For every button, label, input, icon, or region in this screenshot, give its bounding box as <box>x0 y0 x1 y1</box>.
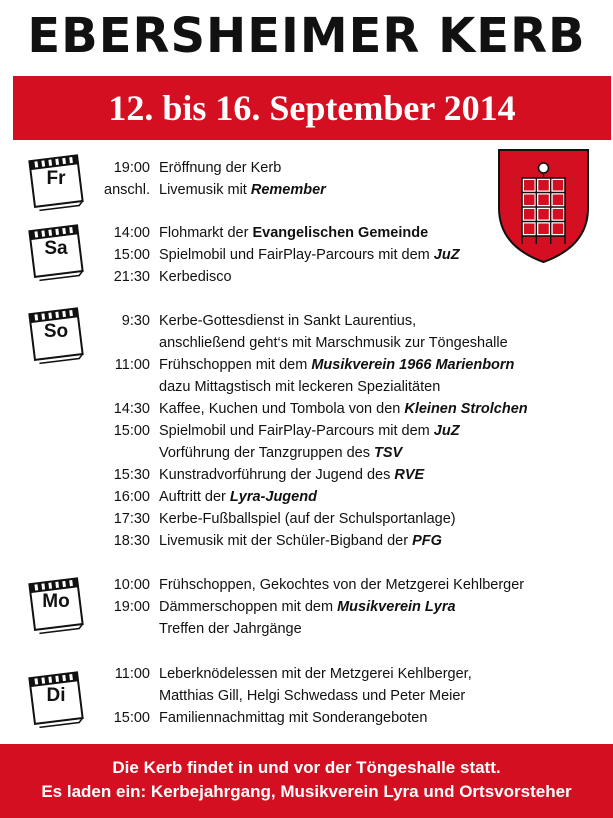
event-description: Familiennachmittag mit Sonderangeboten <box>159 710 428 726</box>
day-label: Di <box>46 685 66 706</box>
event-time: 17:30 <box>113 511 150 527</box>
event-time: 19:00 <box>113 160 150 176</box>
event-time: 14:00 <box>113 225 150 241</box>
event-time: 10:00 <box>113 577 150 593</box>
day-label: Sa <box>44 238 68 259</box>
footer-banner <box>0 744 613 818</box>
event-time: 11:00 <box>114 666 150 682</box>
event-description: Kerbe-Gottesdienst in Sankt Laurentius, <box>159 313 417 329</box>
event-time: 19:00 <box>113 599 150 615</box>
event-time: 15:30 <box>113 467 150 483</box>
event-description: Kerbedisco <box>159 269 232 285</box>
event-time: 15:00 <box>113 423 150 439</box>
event-description: Kunstradvorführung der Jugend des RVE <box>159 467 425 483</box>
event-description: Eröffnung der Kerb <box>159 160 282 176</box>
event-description: Frühschoppen mit dem Musikverein 1966 Marienborn <box>159 357 515 373</box>
event-description: Auftritt der Lyra-Jugend <box>159 489 317 505</box>
event-description: Spielmobil und FairPlay-Parcours mit dem JuZ <box>159 423 460 439</box>
event-description: Vorführung der Tanzgruppen des TSV <box>159 445 403 461</box>
day-label: Fr <box>46 168 66 189</box>
event-description: Livemusik mit der Schüler-Bigband der PFG <box>159 533 442 549</box>
event-time: 21:30 <box>113 269 150 285</box>
event-time: 11:00 <box>114 357 150 373</box>
event-description: Kerbe-Fußballspiel (auf der Schulsportanlage) <box>159 511 456 527</box>
event-time: 18:30 <box>113 533 150 549</box>
event-description: Treffen der Jahrgänge <box>159 621 302 637</box>
page-title: EBERSHEIMER KERB <box>27 8 586 64</box>
day-label: Mo <box>42 591 70 612</box>
footer-line-1: Die Kerb findet in und vor der Töngeshalle statt. <box>112 758 501 777</box>
event-time: anschl. <box>104 182 150 198</box>
event-description: Leberknödelessen mit der Metzgerei Kehlberger, <box>159 666 472 682</box>
footer-line-2: Es laden ein: Kerbejahrgang, Musikverein Lyra und Ortsvorsteher <box>41 782 572 801</box>
event-description: Kaffee, Kuchen und Tombola von den Kleinen Strolchen <box>159 401 528 417</box>
date-banner: 12. bis 16. September 2014 <box>13 76 611 140</box>
event-time: 9:30 <box>121 313 150 329</box>
event-description: Livemusik mit Remember <box>159 182 326 198</box>
event-description: Flohmarkt der Evangelischen Gemeinde <box>159 225 429 241</box>
event-time: 15:00 <box>113 247 150 263</box>
event-description: Spielmobil und FairPlay-Parcours mit dem JuZ <box>159 247 460 263</box>
event-description: dazu Mittagstisch mit leckeren Spezialitäten <box>159 379 441 395</box>
event-description: anschließend geht‘s mit Marschmusik zur Töngeshalle <box>159 335 508 351</box>
event-description: Frühschoppen, Gekochtes von der Metzgerei Kehlberger <box>159 577 525 593</box>
day-label: So <box>43 321 69 342</box>
event-time: 14:30 <box>113 401 150 417</box>
coat-of-arms-icon <box>495 146 592 266</box>
event-description: Matthias Gill, Helgi Schwedass und Peter Meier <box>159 688 466 704</box>
event-time: 15:00 <box>113 710 150 726</box>
event-time: 16:00 <box>113 489 150 505</box>
event-description: Dämmerschoppen mit dem Musikverein Lyra <box>159 599 456 615</box>
